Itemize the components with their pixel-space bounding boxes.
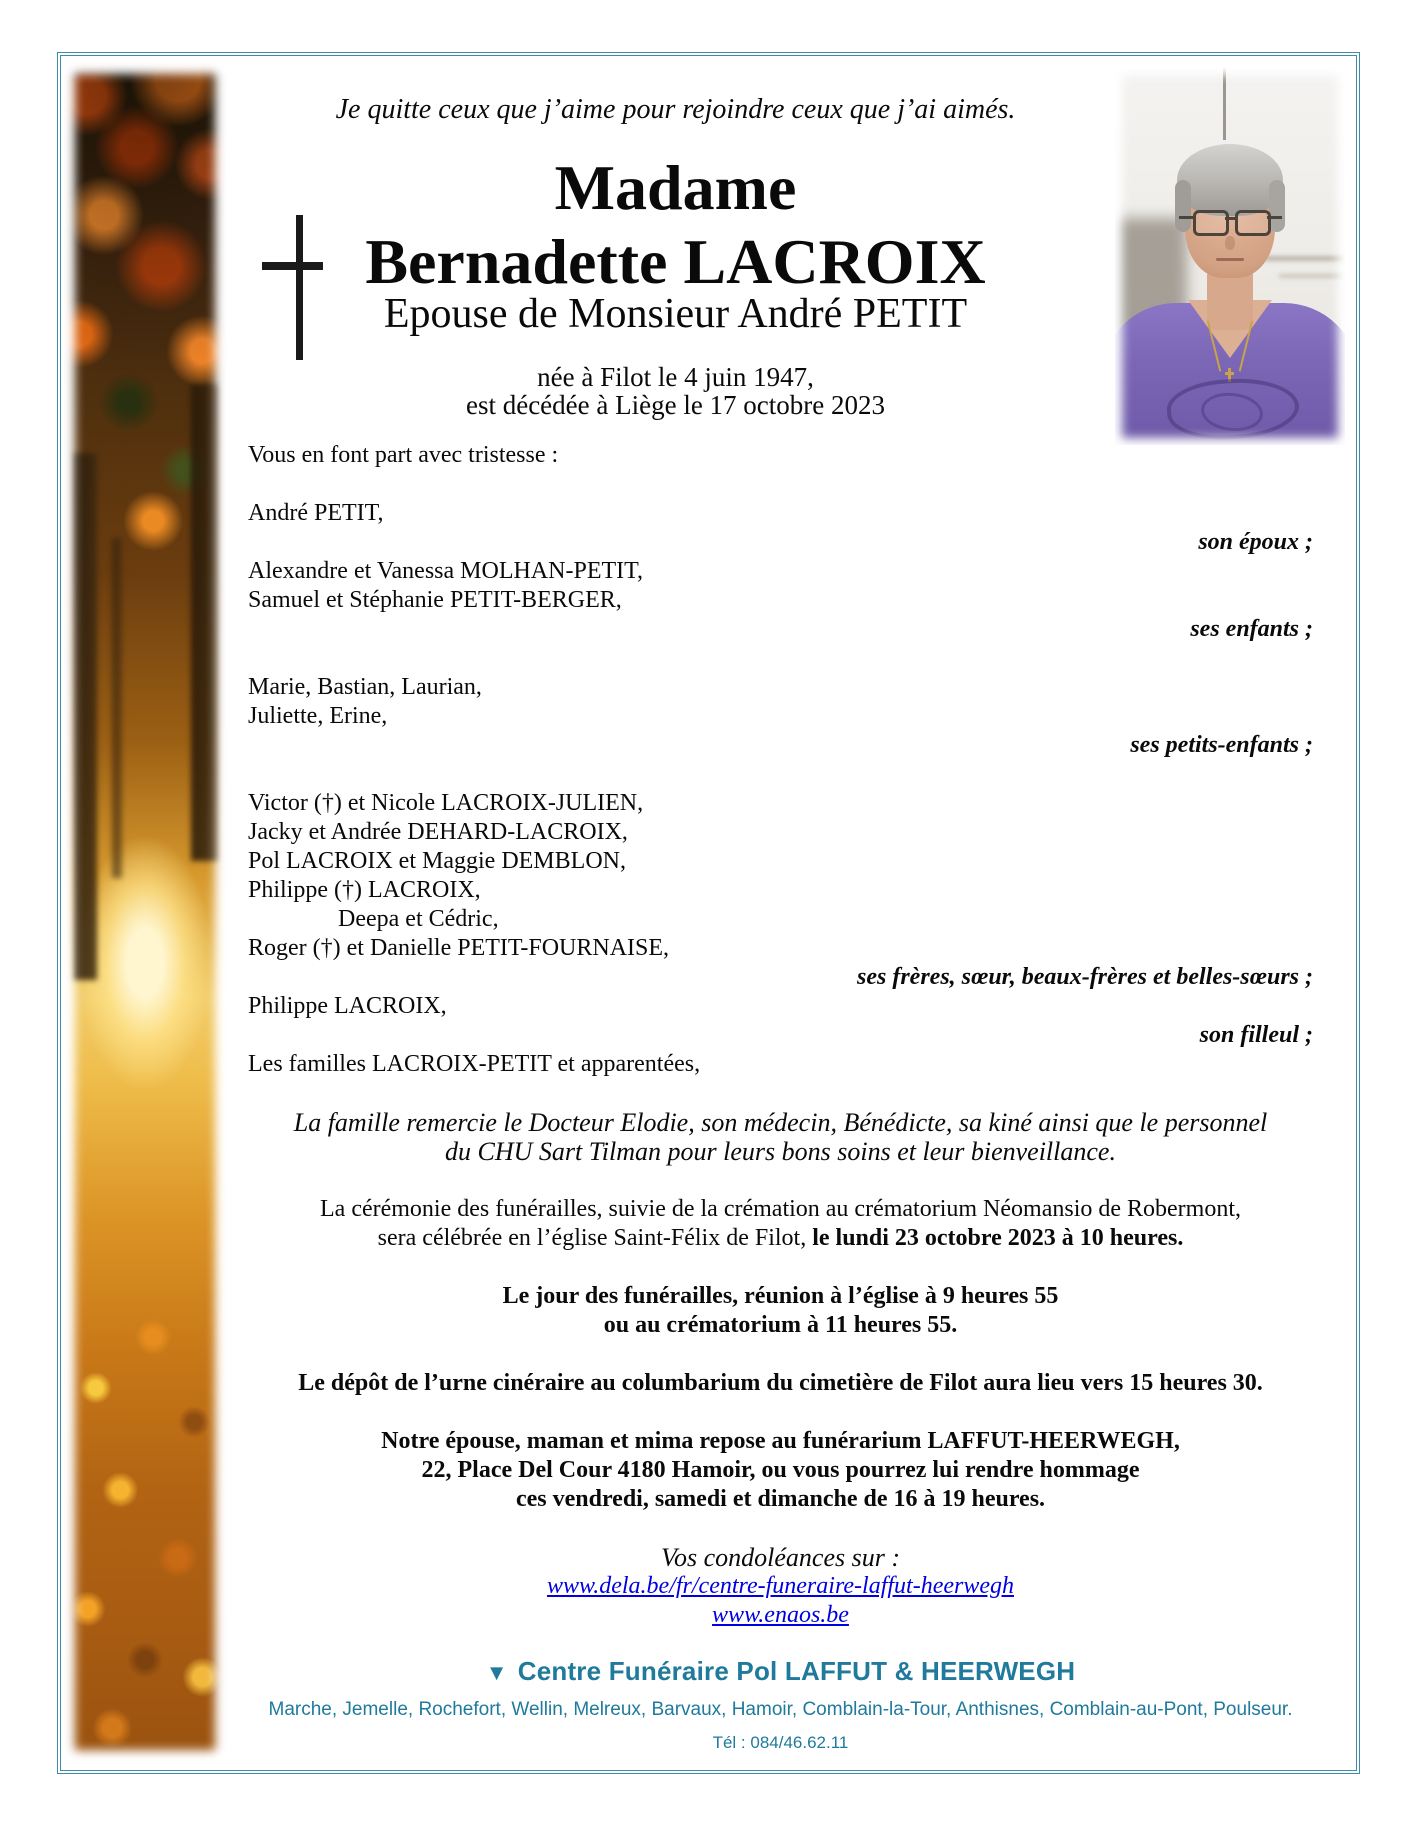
child-name: Alexandre et Vanessa MOLHAN-PETIT, xyxy=(248,558,644,584)
funeral-home-name xyxy=(248,1654,1313,1690)
husband-name: André PETIT, xyxy=(248,500,384,526)
photo-background-detail xyxy=(1223,68,1226,140)
sibling-name: Deepa et Cédric, xyxy=(338,906,499,932)
ceremony-line xyxy=(248,1224,1313,1253)
tree-trunk-shape xyxy=(73,453,98,980)
tree-trunk-shape xyxy=(112,538,122,878)
repose-line: ces vendredi, samedi et dimanche de 16 à 19 heures. xyxy=(515,1486,1046,1512)
sibling-name: Roger (†) et Danielle PETIT-FOURNAISE, xyxy=(248,935,670,961)
portrait-grey-hair xyxy=(1177,144,1283,216)
grandchild-names: Juliette, Erine, xyxy=(248,703,388,729)
condolences-link-wrapper xyxy=(248,1601,1313,1630)
portrait-nose xyxy=(1225,236,1235,250)
condolences-label: Vos condoléances sur : xyxy=(660,1543,900,1572)
birth-line: née à Filot le 4 juin 1947, xyxy=(537,362,814,392)
portrait-grey-hair xyxy=(1175,180,1191,232)
announcement-body xyxy=(248,441,1313,1630)
sibling-name: Philippe (†) LACROIX, xyxy=(248,877,481,903)
portrait-photo xyxy=(1115,68,1345,445)
ceremony-date-bold: le lundi 23 octobre 2023 à 10 heures. xyxy=(812,1225,1184,1251)
portrait-glasses xyxy=(1225,217,1236,220)
families-line: Les familles LACROIX-PETIT et apparentées, xyxy=(248,1051,701,1077)
sibling-name: Pol LACROIX et Maggie DEMBLON, xyxy=(248,848,626,874)
deceased-name: Bernadette LACROIX xyxy=(365,226,986,297)
portrait-glasses xyxy=(1193,210,1229,236)
grandchild-names: Marie, Bastian, Laurian, xyxy=(248,674,482,700)
death-line: est décédée à Liège le 17 octobre 2023 xyxy=(465,390,886,420)
relation-label-godson: son filleul ; xyxy=(1199,1022,1313,1048)
funeral-home-locations: Marche, Jemelle, Rochefort, Wellin, Melreux, Barvaux, Hamoir, Comblain-la-Tour, Anthisnes, Comblain-au-Pont, Poulseur. xyxy=(268,1699,1293,1720)
ceremony-line-normal: sera célébrée en l’église Saint-Félix de Filot, xyxy=(377,1225,813,1251)
relation-label-siblings: ses frères, sœur, beaux-frères et belles-sœurs ; xyxy=(857,964,1313,990)
funeral-home-phone: Tél : 084/46.62.11 xyxy=(712,1733,849,1752)
sibling-name: Jacky et Andrée DEHARD-LACROIX, xyxy=(248,819,628,845)
condolences-link-enaos[interactable]: www.enaos.be xyxy=(712,1602,849,1628)
repose-line: Notre épouse, maman et mima repose au funérarium LAFFUT-HEERWEGH, xyxy=(381,1428,1180,1454)
condolences-link-dela[interactable]: www.dela.be/fr/centre-funeraire-laffut-heerwegh xyxy=(546,1573,1014,1599)
portrait-glasses xyxy=(1267,216,1282,219)
godson-name: Philippe LACROIX, xyxy=(248,993,447,1019)
intro-line: Vous en font part avec tristesse : xyxy=(248,442,559,468)
portrait-glasses xyxy=(1235,210,1271,236)
portrait-grey-hair xyxy=(1269,180,1285,232)
photo-background-detail xyxy=(1265,256,1345,261)
ceremony-line: La cérémonie des funérailles, suivie de la crémation au crématorium Néomansio de Robermont, xyxy=(320,1196,1241,1222)
autumn-forest-photo-strip xyxy=(63,62,227,1762)
funeral-home-footer xyxy=(248,1654,1313,1754)
title-madame: Madame xyxy=(554,152,797,223)
relation-label-grandchildren: ses petits-enfants ; xyxy=(1130,732,1313,758)
repose-line: 22, Place Del Cour 4180 Hamoir, ou vous pourrez lui rendre hommage xyxy=(421,1457,1140,1483)
child-name: Samuel et Stéphanie PETIT-BERGER, xyxy=(248,587,622,613)
meeting-line: ou au crématorium à 11 heures 55. xyxy=(603,1312,958,1338)
down-triangle-icon: ▼ xyxy=(485,1660,508,1685)
relation-label-husband: son époux ; xyxy=(1198,529,1313,555)
portrait-mouth xyxy=(1216,258,1244,261)
deceased-header xyxy=(248,151,1103,299)
tree-trunk-shape xyxy=(191,385,219,861)
sibling-name: Victor (†) et Nicole LACROIX-JULIEN, xyxy=(248,790,644,816)
birth-death-dates xyxy=(248,363,1103,419)
urn-line: Le dépôt de l’urne cinéraire au columbarium du cimetière de Filot aura lieu vers 15 heures 30. xyxy=(298,1370,1263,1396)
meeting-line: Le jour des funérailles, réunion à l’église à 9 heures 55 xyxy=(502,1283,1059,1309)
relation-label-children: ses enfants ; xyxy=(1190,616,1313,642)
spouse-line: Epouse de Monsieur André PETIT xyxy=(383,291,968,337)
thanks-line: du CHU Sart Tilman pour leurs bons soins et leur bienveillance. xyxy=(445,1137,1116,1166)
memorial-quote: Je quitte ceux que j’aime pour rejoindre ceux que j’ai aimés. xyxy=(335,94,1016,125)
thanks-line: La famille remercie le Docteur Elodie, son médecin, Bénédicte, sa kiné ainsi que le personnel xyxy=(293,1108,1268,1137)
funeral-home-label: Centre Funéraire Pol LAFFUT & HEERWEGH xyxy=(517,1656,1076,1686)
condolences-link-wrapper xyxy=(248,1572,1313,1601)
photo-background-detail xyxy=(1279,274,1345,278)
portrait-glasses xyxy=(1179,216,1194,219)
